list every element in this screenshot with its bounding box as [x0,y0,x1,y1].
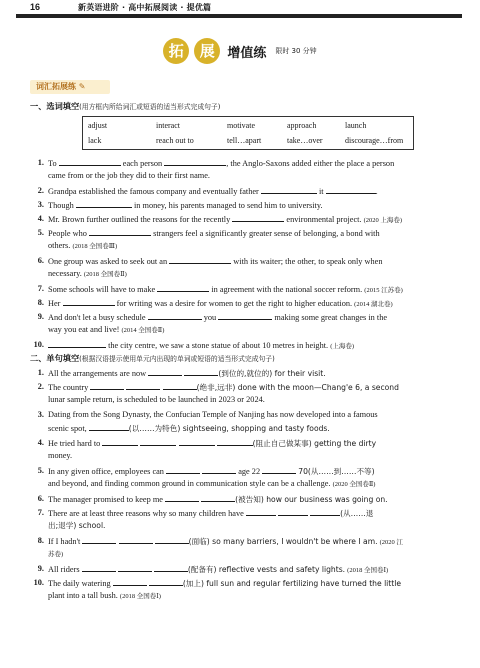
item-text: In any given office, employees can age 22 70(从……到……不等) [48,467,375,476]
answer-blank[interactable] [278,507,308,516]
item-text: All the arrangements are now (到位的,就位的) for their visit. [48,369,326,378]
part2-item-5-cont: and beyond, and finding common ground in communication style can be a challenge. (2020 全国卷Ⅱ) [48,479,376,488]
item-number: 5. [37,228,44,237]
part2-item-7-cont: 出;退学) school. [48,521,106,530]
item-text: If I hadn't (面临) so many barriers, I wouldn't be where I am. (2020 江 [48,537,403,546]
section-badge-label: 词汇拓展练 [36,82,76,91]
answer-blank[interactable] [261,185,317,194]
part2-item-8-cont: 苏卷) [48,551,64,558]
answer-blank[interactable] [59,157,121,166]
item-number: 4. [37,438,44,447]
page-header [0,0,480,22]
item-text: the city centre, we saw a stone statue of about 10 metres in height. (上海卷) [48,339,450,352]
title-char-2: 展 [194,38,220,64]
answer-blank[interactable] [102,437,138,446]
answer-blank[interactable] [310,507,340,516]
part1-title: 一、选词填空 [30,101,80,111]
answer-blank[interactable] [76,199,132,208]
answer-blank[interactable] [148,367,182,376]
item-number: 7. [37,284,44,293]
word-bank-word: approach [287,121,317,130]
item-number: 6. [37,494,44,503]
item-text: Some schools will have to make in agreement with the national soccer reform. (2015 江苏卷) [48,285,403,294]
item-text: Her for writing was a desire for women to get the right to higher education. (2014 湖北卷) [48,299,393,308]
item-text: There are at least three reasons why so many children have (从……退 [48,509,374,518]
item-number: 6. [37,256,44,265]
book-title: 新英语进阶 · 高中拓展阅读 · 提优篇 [78,3,212,12]
answer-blank[interactable] [184,367,218,376]
item-number: 7. [37,508,44,517]
item-text: The country (绝非,远非) done with the moon—Chang'e 6, a second [48,383,399,392]
answer-blank[interactable] [140,437,176,446]
answer-blank[interactable] [157,283,209,292]
item-number: 3. [37,200,44,209]
item-text: Though in money, his parents managed to send him to university. [48,201,323,210]
answer-blank[interactable] [148,311,202,320]
word-bank-row-2 [83,134,413,148]
title-subtitle: 增值练 [227,45,267,61]
word-bank-word: lack [88,136,102,145]
item-number: 1. [37,158,44,167]
part2-item-2-cont: lunar sample return, is scheduled to be launched in 2023 or 2024. [48,395,265,404]
item-number: 8. [37,298,44,307]
item-text: Grandpa established the famous company and eventually father it . [48,187,378,196]
word-bank-word: discourage…from [345,136,404,145]
answer-blank[interactable] [89,422,129,431]
item-text: The daily watering (加上) full sun and regular fertilizing have turned the little [48,579,402,588]
exercise-title [0,38,480,72]
answer-blank[interactable] [218,311,272,320]
answer-blank[interactable] [246,507,276,516]
answer-blank[interactable] [154,563,188,572]
item-number: 1. [37,368,44,377]
item-number: 10. [33,340,44,349]
part1-item-1-cont: came from or the job they did to their first name. [48,171,210,180]
part1-instruction: (用方框内所给词汇或短语的适当形式完成句子) [79,103,221,111]
answer-blank[interactable] [232,213,284,222]
part2-instruction: (根据汉语提示使用单元内出现的单词或短语的适当形式完成句子) [79,355,275,363]
answer-blank[interactable] [262,465,296,474]
part2-item-4-cont: money. [48,451,73,460]
answer-blank[interactable] [149,577,183,586]
answer-blank[interactable] [113,577,147,586]
part2-item-3-cont: scenic spot, (以……为特色) sightseeing, shopping and tasty foods. [48,424,330,433]
item-text: He tried hard to (阻止自己做某事) getting the dirty [48,439,377,448]
answer-blank[interactable] [169,255,231,264]
answer-blank[interactable] [48,339,106,348]
answer-blank[interactable] [119,535,153,544]
part2-item-10-cont: plant into a tall bush. (2018 全国卷Ⅰ) [48,591,161,600]
answer-blank[interactable] [155,535,189,544]
answer-blank[interactable] [217,437,253,446]
item-text: People who strangers feel a significantly greater sense of belonging, a bond with [48,229,380,238]
answer-blank[interactable] [201,493,235,502]
title-char-1: 拓 [163,38,189,64]
item-number: 3. [37,410,44,419]
pencil-icon: ✎ [78,82,86,91]
answer-blank[interactable] [89,227,151,236]
item-text: All riders (配备有) reflective vests and safety lights. (2018 全国卷Ⅰ) [48,565,389,574]
word-bank-word: launch [345,121,367,130]
word-bank-word: tell…apart [227,136,262,145]
word-bank-word: reach out to [156,136,194,145]
header-rule [16,14,462,18]
part2-title: 二、单句填空 [30,353,80,363]
item-text: One group was asked to seek out an with its waiter; the other, to speak only when [48,257,383,266]
part1-heading [30,101,220,112]
answer-blank[interactable] [82,535,116,544]
answer-blank[interactable] [126,381,160,390]
part2-heading [30,353,275,364]
time-limit: 限时 30 分钟 [275,47,317,55]
word-bank-word: adjust [88,121,108,130]
item-number: 10. [33,578,44,587]
answer-blank[interactable] [202,465,236,474]
item-number: 4. [37,214,44,223]
answer-blank[interactable] [118,563,152,572]
word-bank-word: take…over [287,136,323,145]
item-text: To each person , the Anglo-Saxons added either the place a person [48,159,395,168]
section-badge [30,80,110,94]
item-text: The manager promised to keep me (被告知) how our business was going on. [48,495,388,504]
word-bank-row-1 [83,119,413,133]
item-number: 9. [37,564,44,573]
part1-item-5-cont: others. (2018 全国卷Ⅲ) [48,241,118,250]
item-text: And don't let a busy schedule you making some great changes in the [48,313,388,322]
answer-blank[interactable] [90,381,124,390]
item-number: 5. [37,466,44,475]
item-number: 9. [37,312,44,321]
answer-blank[interactable] [165,493,199,502]
answer-blank[interactable] [166,465,200,474]
word-bank [82,116,414,150]
answer-blank[interactable] [326,185,376,194]
answer-blank[interactable] [179,437,215,446]
page-number: 16 [30,2,41,12]
answer-blank[interactable] [164,157,226,166]
answer-blank[interactable] [63,297,115,306]
item-number: 2. [37,382,44,391]
item-number: 8. [37,536,44,545]
answer-blank[interactable] [82,563,116,572]
answer-blank[interactable] [163,381,197,390]
item-number: 2. [37,186,44,195]
item-text: Dating from the Song Dynasty, the Confucian Temple of Nanjing has now developed into a famous [48,410,378,419]
word-bank-word: interact [156,121,180,130]
part1-item-6-cont: necessary. (2018 全国卷Ⅱ) [48,269,127,278]
word-bank-word: motivate [227,121,255,130]
item-text: Mr. Brown further outlined the reasons for the recently environmental project. (2020 上海卷) [48,215,403,224]
part1-item-9-cont: way you eat and live! (2014 全国卷Ⅱ) [48,325,165,334]
